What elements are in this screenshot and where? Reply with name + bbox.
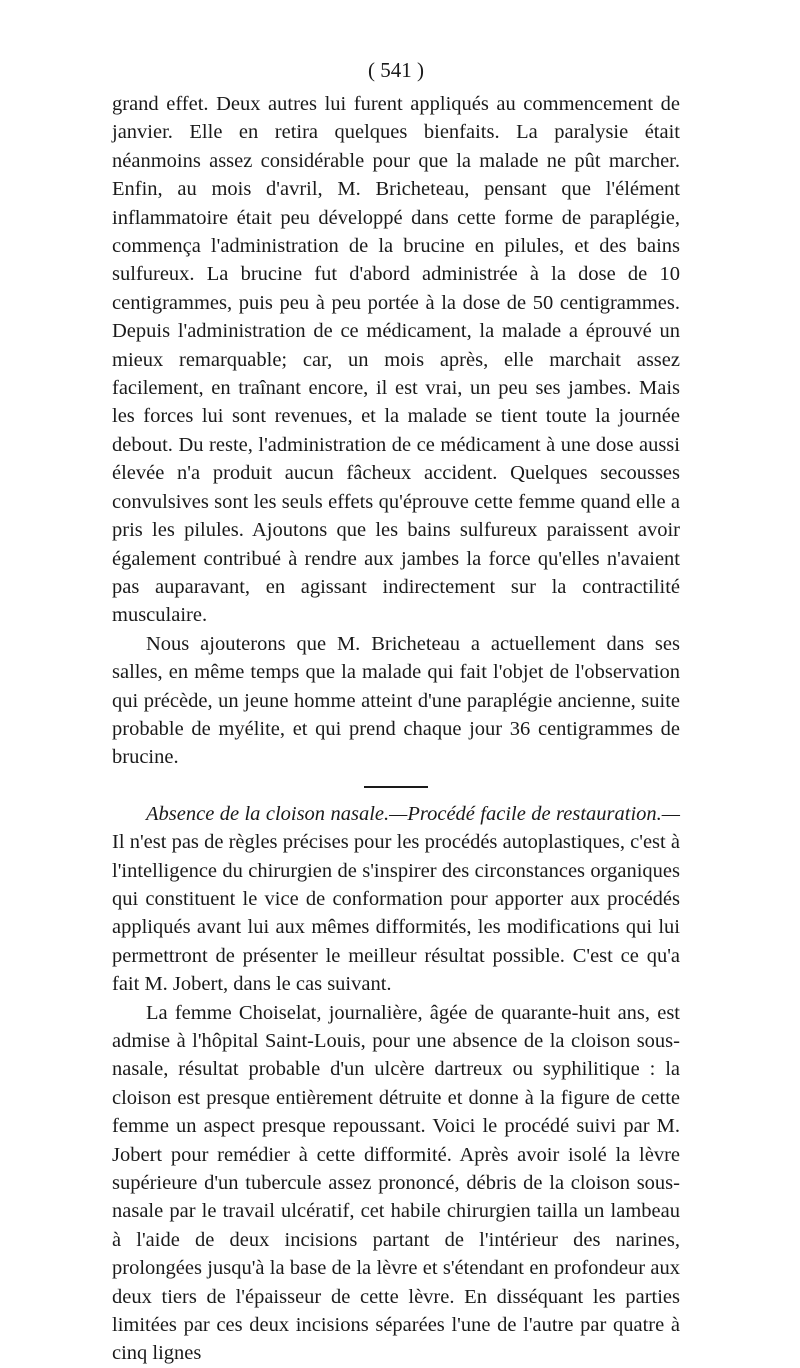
document-page <box>112 56 680 1368</box>
paragraph-nasal-intro <box>112 800 680 999</box>
section-heading: Absence de la cloison nasale.—Procédé facile de restauration.— <box>146 802 680 825</box>
paragraph-continued: grand effet. Deux autres lui furent appliqués au commencement de janvier. Elle en retira quelques bienfaits. La paralysie était néanmoins assez considérable pour que la malade ne pût marcher. Enfin, au mois d'avril, M. Bricheteau, pensant que l'élément inflammatoire était peu développé dans cette forme de paraplégie, commença l'administration de la brucine en pilules, et des bains sulfureux. La brucine fut d'abord administrée à la dose de 10 centigrammes, puis peu à peu portée à la dose de 50 centigrammes. Depuis l'administration de ce médicament, la malade a éprouvé un mieux remarquable; car, un mois après, elle marchait assez facilement, en traînant encore, il est vrai, un peu ses jambes. Mais les forces lui sont revenues, et la malade se tient toute la journée debout. Du reste, l'administration de ce médicament à une dose aussi élevée n'a produit aucun fâcheux accident. Quelques secousses convulsives sont les seuls effets qu'éprouve cette femme quand elle a pris les pilules. Ajoutons que les bains sulfureux paraissent avoir également contribué à rendre aux jambes la force qu'elles n'avaient pas auparavant, en agissant indirectement sur la contractilité musculaire. <box>112 93 680 627</box>
paragraph-bricheteau-note: Nous ajouterons que M. Bricheteau a actuellement dans ses salles, en même temps que la malade qui fait l'objet de l'observation qui précède, un jeune homme atteint d'une paraplégie ancienne, suite probable de myélite, et qui prend chaque jour 36 centigrammes de brucine. <box>112 632 680 769</box>
paragraph-nasal-intro-text: Il n'est pas de règles précises pour les procédés autoplastiques, c'est à l'intelligence du chirurgien de s'inspirer des circonstances organiques qui constituent le vice de conformation pour apporter aux procédés appliqués avant lui aux mêmes difformités, les modifications qui lui permettront de présenter le meilleur résultat possible. C'est ce qu'a fait M. Jobert, dans le cas suivant. <box>112 831 680 996</box>
page-number: ( 541 ) <box>368 58 424 82</box>
section-divider <box>364 786 428 788</box>
paragraph-choiselat-case: La femme Choiselat, journalière, âgée de quarante-huit ans, est admise à l'hôpital Saint-Louis, pour une absence de la cloison sous-nasale, résultat probable d'un ulcère dartreux ou syphilitique : la cloison est presque entièrement détruite et donne à la figure de cette femme un aspect presque repoussant. Voici le procédé suivi par M. Jobert pour remédier à cette difformité. Après avoir isolé la lèvre supérieure d'un tubercule assez prononcé, débris de la cloison sous-nasale par le travail ulcératif, cet habile chirurgien tailla un lambeau à l'aide de deux incisions partant de l'intérieur des narines, prolongées jusqu'à la base de la lèvre et s'étendant en profondeur aux deux tiers de l'épaisseur de cette lèvre. En disséquant les parties limitées par ces deux incisions séparées l'une de l'autre par quatre à cinq lignes <box>112 1001 680 1365</box>
